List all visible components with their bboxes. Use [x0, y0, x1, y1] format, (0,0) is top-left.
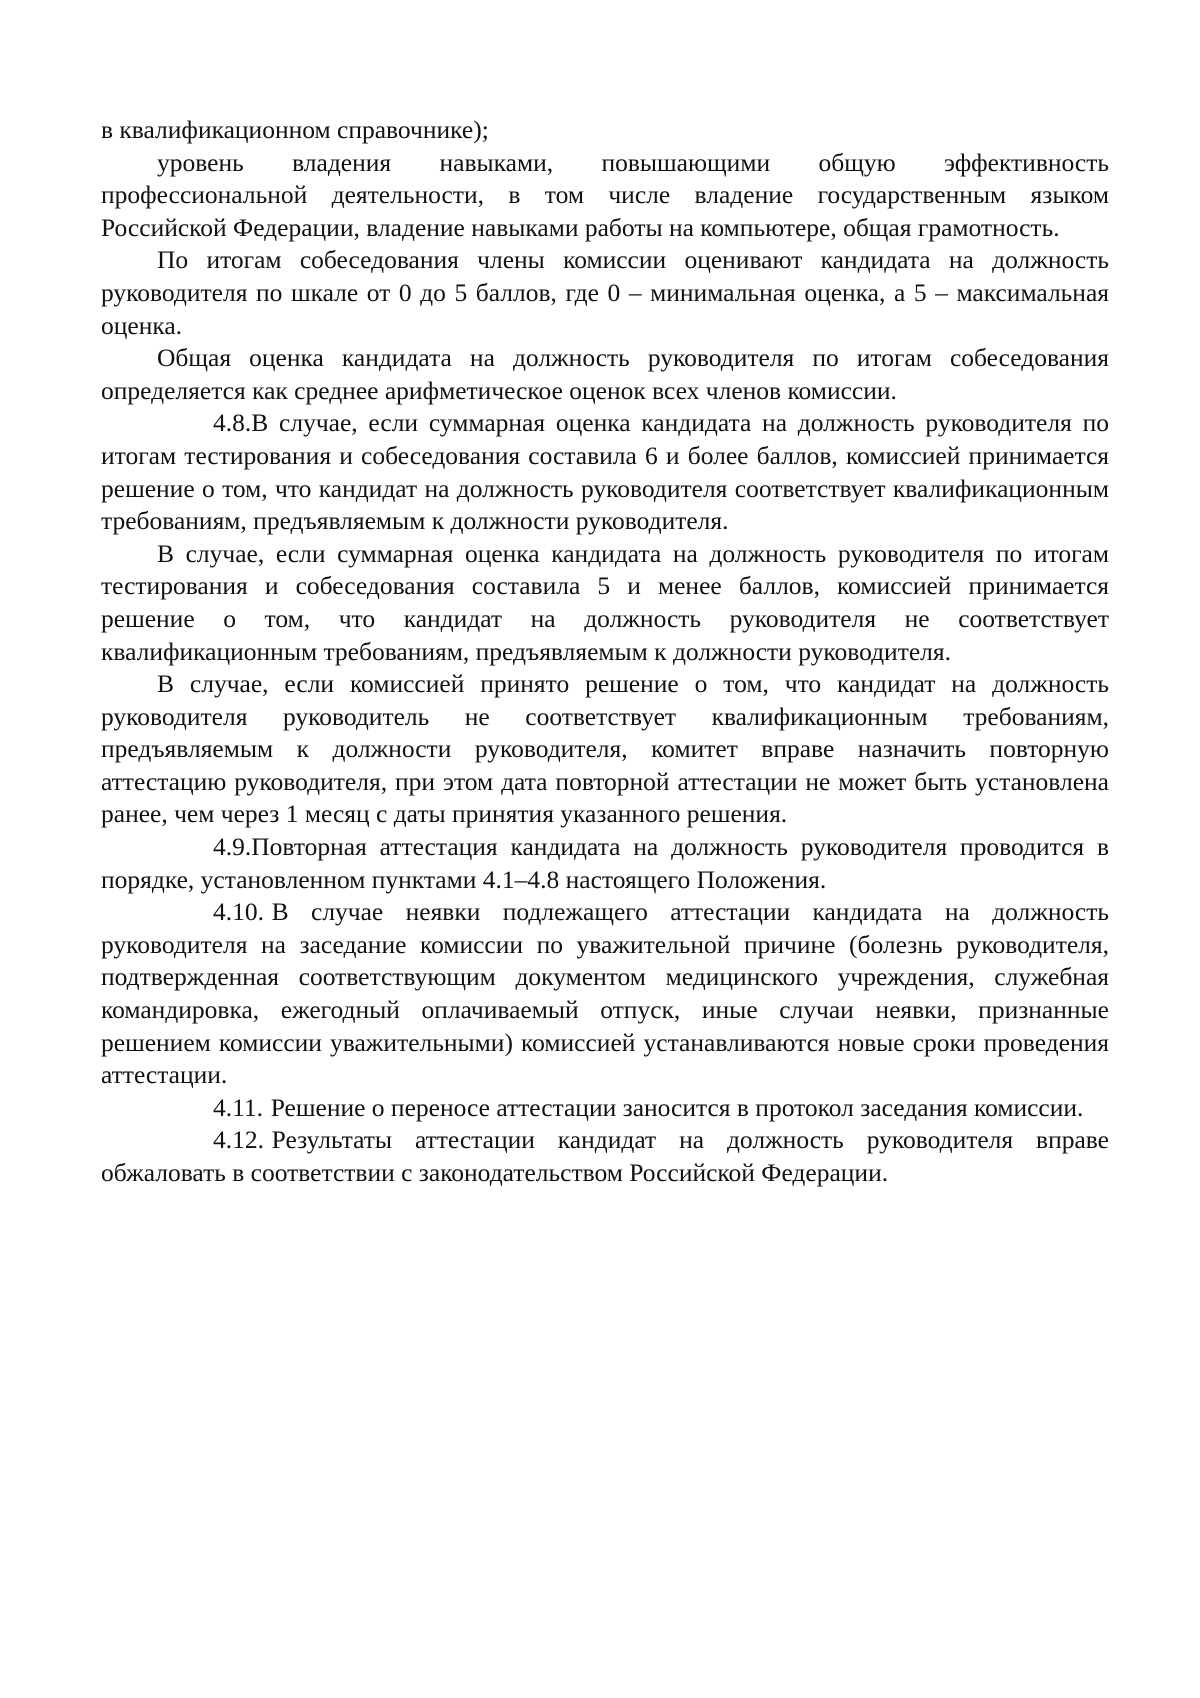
paragraph-4-11 [101, 1092, 1109, 1125]
paragraph-text: уровень владения навыками, повышающими общую эффективность профессиональной деятельности, в том числе владение государственным языком Российской Федерации, владение навыками работы на компьютере, общая грамотность. [101, 147, 1109, 242]
paragraph-text: Результаты аттестации кандидат на должность руководителя вправе обжаловать в соответствии с законодательством Российской Федерации. [101, 1125, 1109, 1187]
clause-number: 4.9. [213, 832, 252, 862]
document-body [101, 114, 1109, 1190]
paragraph-not-compliant [101, 538, 1109, 668]
paragraph-interview-scoring [101, 244, 1109, 342]
paragraph-text: Решение о переносе аттестации заносится в протокол заседания комиссии. [270, 1092, 1084, 1122]
paragraph-overall-score [101, 342, 1109, 407]
paragraph-4-10 [101, 896, 1109, 1092]
clause-number: 4.8. [213, 408, 252, 438]
paragraph-text: В случае, если суммарная оценка кандидата на должность руководителя по итогам тестирования и собеседования составила 5 и менее баллов, комиссией принимается решение о том, что кандидат на должность руководителя не соответствует квалификационным требованиям, предъявляемым к должности руководителя. [101, 538, 1109, 666]
paragraph-4-9 [101, 831, 1109, 896]
paragraph-text: Общая оценка кандидата на должность руководителя по итогам собеседования определяется как среднее арифметическое оценок всех членов комиссии. [101, 343, 1109, 405]
paragraph-skills-level [101, 147, 1109, 245]
paragraph-text: В случае неявки подлежащего аттестации кандидата на должность руководителя на заседание комиссии по уважительной причине (болезнь руководителя, подтвержденная соответствующим документом медицинского учреждения, служебная командировка, ежегодный оплачиваемый отпуск, иные случаи неявки, признанные решением комиссии уважительными) комиссией устанавливаются новые сроки проведения аттестации. [101, 897, 1109, 1090]
paragraph-text: В случае, если комиссией принято решение о том, что кандидат на должность руководителя руководитель не соответствует квалификационным требованиям, предъявляемым к должности руководителя, комитет вправе назначить повторную аттестацию руководителя, при этом дата повторной аттестации не может быть установлена ранее, чем через 1 месяц с даты принятия указанного решения. [101, 669, 1109, 829]
clause-number: 4.10. [213, 897, 264, 927]
paragraph-text: По итогам собеседования члены комиссии оценивают кандидата на должность руководителя по шкале от 0 до 5 баллов, где 0 – минимальная оценка, а 5 – максимальная оценка. [101, 245, 1109, 340]
paragraph-text: в квалификационном справочнике); [101, 115, 489, 144]
paragraph-text: В случае, если суммарная оценка кандидата на должность руководителя по итогам тестирования и собеседования составила 6 и более баллов, комиссией принимается решение о том, что кандидат на должность руководителя соответствует квалификационным требованиям, предъявляемым к должности руководителя. [101, 408, 1109, 536]
paragraph-text: Повторная аттестация кандидата на должность руководителя проводится в порядке, установленном пунктами 4.1–4.8 настоящего Положения. [101, 832, 1109, 894]
clause-number: 4.12. [213, 1125, 264, 1155]
clause-number: 4.11. [213, 1092, 264, 1122]
paragraph-continuation [101, 114, 1109, 147]
paragraph-repeat-attestation [101, 668, 1109, 831]
paragraph-4-8 [101, 407, 1109, 537]
paragraph-4-12 [101, 1124, 1109, 1189]
